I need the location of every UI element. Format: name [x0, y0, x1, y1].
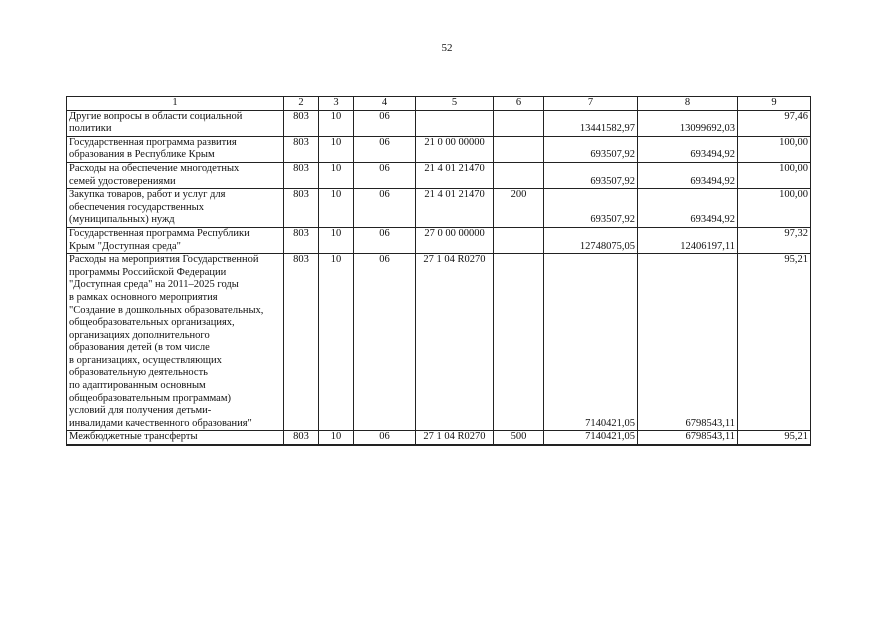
percent-cell: 97,46	[738, 110, 811, 136]
plan-amount-cell: 7140421,05	[544, 254, 638, 431]
table-row	[67, 254, 811, 431]
section-cell: 10	[319, 110, 354, 136]
target-article-cell	[416, 110, 494, 136]
table-row	[67, 136, 811, 162]
subsection-cell: 06	[354, 254, 416, 431]
percent-cell: 97,32	[738, 227, 811, 253]
admin-code-cell: 803	[284, 162, 319, 188]
section-cell: 10	[319, 189, 354, 228]
row-name-cell: Расходы на мероприятия Государственной программы Российской Федерации "Доступная среда" на 2011–2025 годы в рамках основного мероприятия "Создание в дошкольных образовательных, общеобразовательных организациях, организациях дополнительного образования детей (в том числе в организациях, осуществляющих образовательную деятельность по адаптированным основным общеобразовательным программам) условий для получения детьми- инвалидами качественного образования"	[67, 254, 284, 431]
subsection-cell: 06	[354, 431, 416, 445]
table-row	[67, 431, 811, 445]
table-row	[67, 110, 811, 136]
percent-cell: 100,00	[738, 189, 811, 228]
section-cell: 10	[319, 162, 354, 188]
target-article-cell: 27 0 00 00000	[416, 227, 494, 253]
plan-amount-cell: 693507,92	[544, 162, 638, 188]
expense-type-cell	[494, 136, 544, 162]
section-cell: 10	[319, 431, 354, 445]
column-header: 2	[284, 97, 319, 111]
target-article-cell: 21 4 01 21470	[416, 189, 494, 228]
subsection-cell: 06	[354, 189, 416, 228]
percent-cell: 95,21	[738, 431, 811, 445]
actual-amount-cell: 693494,92	[638, 189, 738, 228]
expense-type-cell: 200	[494, 189, 544, 228]
row-name-cell: Другие вопросы в области социальной политики	[67, 110, 284, 136]
actual-amount-cell: 6798543,11	[638, 254, 738, 431]
table-row	[67, 227, 811, 253]
table-row	[67, 189, 811, 228]
plan-amount-cell: 693507,92	[544, 136, 638, 162]
page-number: 52	[441, 42, 453, 54]
admin-code-cell: 803	[284, 110, 319, 136]
column-header: 9	[738, 97, 811, 111]
actual-amount-cell: 693494,92	[638, 162, 738, 188]
percent-cell: 95,21	[738, 254, 811, 431]
admin-code-cell: 803	[284, 254, 319, 431]
section-cell: 10	[319, 136, 354, 162]
row-name-cell: Государственная программа Республики Крым "Доступная среда"	[67, 227, 284, 253]
admin-code-cell: 803	[284, 227, 319, 253]
target-article-cell: 27 1 04 R0270	[416, 431, 494, 445]
admin-code-cell: 803	[284, 189, 319, 228]
actual-amount-cell: 6798543,11	[638, 431, 738, 445]
row-name-cell: Закупка товаров, работ и услуг для обеспечения государственных (муниципальных) нужд	[67, 189, 284, 228]
budget-table	[66, 96, 811, 446]
row-name-cell: Межбюджетные трансферты	[67, 431, 284, 445]
expense-type-cell	[494, 254, 544, 431]
plan-amount-cell: 693507,92	[544, 189, 638, 228]
target-article-cell: 27 1 04 R0270	[416, 254, 494, 431]
column-header: 6	[494, 97, 544, 111]
target-article-cell: 21 4 01 21470	[416, 162, 494, 188]
admin-code-cell: 803	[284, 136, 319, 162]
plan-amount-cell: 7140421,05	[544, 431, 638, 445]
plan-amount-cell: 12748075,05	[544, 227, 638, 253]
percent-cell: 100,00	[738, 136, 811, 162]
admin-code-cell: 803	[284, 431, 319, 445]
actual-amount-cell: 12406197,11	[638, 227, 738, 253]
column-header: 3	[319, 97, 354, 111]
column-header: 7	[544, 97, 638, 111]
subsection-cell: 06	[354, 227, 416, 253]
subsection-cell: 06	[354, 162, 416, 188]
table-row	[67, 162, 811, 188]
expense-type-cell: 500	[494, 431, 544, 445]
actual-amount-cell: 693494,92	[638, 136, 738, 162]
section-cell: 10	[319, 254, 354, 431]
target-article-cell: 21 0 00 00000	[416, 136, 494, 162]
subsection-cell: 06	[354, 136, 416, 162]
row-name-cell: Расходы на обеспечение многодетных семей удостоверениями	[67, 162, 284, 188]
expense-type-cell	[494, 227, 544, 253]
row-name-cell: Государственная программа развития образования в Республике Крым	[67, 136, 284, 162]
actual-amount-cell: 13099692,03	[638, 110, 738, 136]
percent-cell: 100,00	[738, 162, 811, 188]
column-header: 8	[638, 97, 738, 111]
section-cell: 10	[319, 227, 354, 253]
column-header: 1	[67, 97, 284, 111]
subsection-cell: 06	[354, 110, 416, 136]
expense-type-cell	[494, 110, 544, 136]
expense-type-cell	[494, 162, 544, 188]
column-header: 5	[416, 97, 494, 111]
plan-amount-cell: 13441582,97	[544, 110, 638, 136]
table-header-row	[67, 97, 811, 111]
column-header: 4	[354, 97, 416, 111]
